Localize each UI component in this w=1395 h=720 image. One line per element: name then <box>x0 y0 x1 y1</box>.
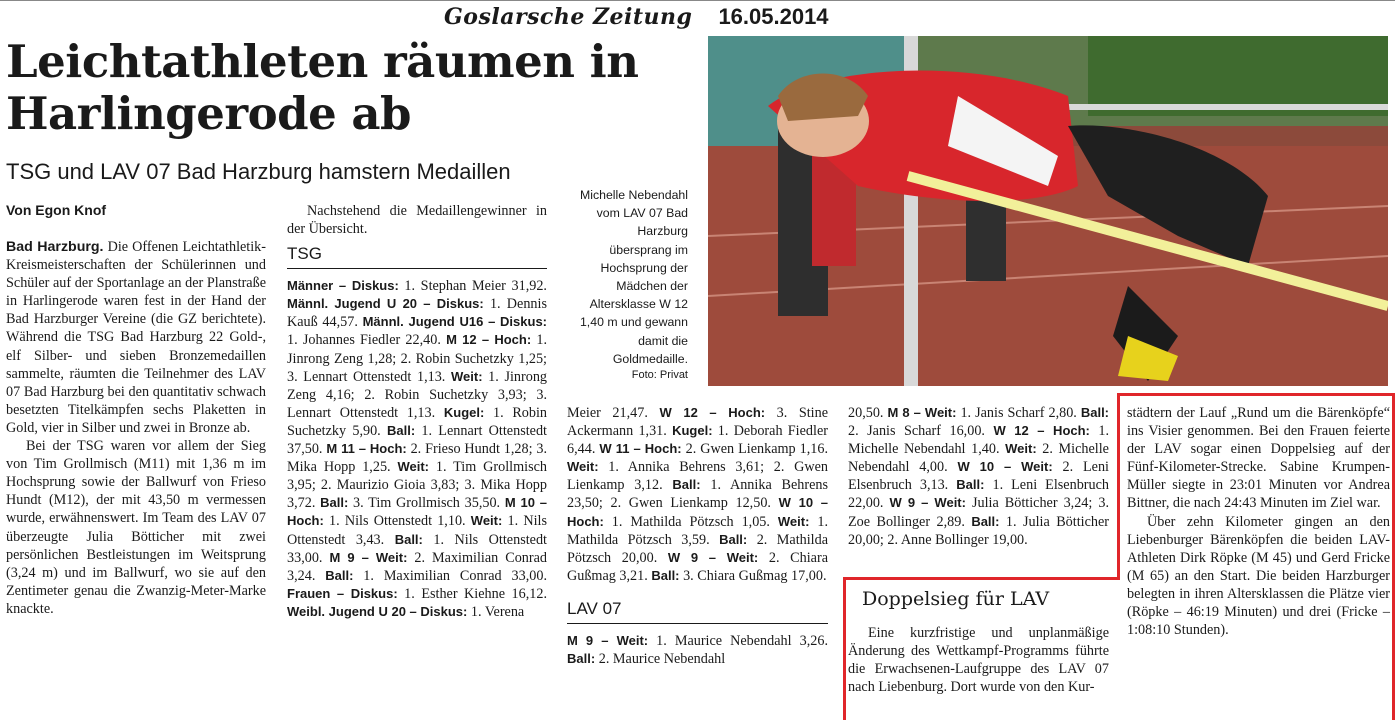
result-discipline: Kugel: <box>443 404 485 420</box>
result-entry: 1. Maurice Nebendahl 3,26. <box>648 632 828 649</box>
box-column-continued <box>1127 404 1390 639</box>
result-entry: 3. Tim Grollmisch 35,50. <box>348 495 505 512</box>
box-border-step <box>1117 393 1120 580</box>
box-border-top-left <box>843 577 1120 580</box>
result-discipline: W 10 – Weit: <box>957 459 1053 475</box>
result-entry: 1. Nils Ottenstedt 33,00. <box>287 531 547 566</box>
results-column-tsg <box>287 202 547 621</box>
result-discipline: Ball: <box>1080 405 1110 420</box>
result-discipline: W 9 – Weit: <box>667 549 759 565</box>
section-rule <box>567 623 828 624</box>
result-entry: 2. Maximilian Conrad 3,24. <box>287 549 547 584</box>
result-discipline: Ball: <box>719 531 748 547</box>
results-list-tsg <box>287 277 547 621</box>
result-discipline: Ball: <box>394 531 423 547</box>
box-border-top-right <box>1117 393 1395 396</box>
result-discipline: Ball: <box>971 513 1000 529</box>
article-paragraph-1 <box>6 238 266 437</box>
result-discipline: Ball: <box>567 651 596 667</box>
result-discipline: Weit: <box>450 368 483 384</box>
results-column-3 <box>567 404 828 668</box>
result-discipline: M 11 – Hoch: <box>326 441 407 457</box>
result-discipline: M 10 – Hoch: <box>287 495 547 529</box>
result-entry: 1. Dennis Kauß 44,57. <box>287 296 547 331</box>
result-entry: 1. Jinrong Zeng 1,28; 2. Robin Suchetzky 1,25; 3. Lennart Ottenstedt 1,13. <box>287 332 547 385</box>
result-discipline: Frauen – Diskus: <box>287 585 398 601</box>
result-entry: 1. Robin Suchetzky 5,90. <box>287 404 548 439</box>
result-entry: 1. Jinrong Zeng 4,16; 2. Robin Suchetzky 3,93; 3. Lennart Ottenstedt 1,13. <box>287 368 547 421</box>
result-discipline: W 12 – Hoch: <box>993 423 1090 439</box>
result-entry: 1. Esther Kiehne 16,12. <box>397 585 547 602</box>
result-entry: 2. Leni Elsenbruch 3,13. <box>848 459 1109 494</box>
photo-caption: Michelle Nebendahl vom LAV 07 Bad Harzburg übersprang im Hochsprung der Mädchen der Altersklasse W 12 1,40 m und gewann damit die Goldmedaille. <box>579 188 688 366</box>
result-discipline: W 9 – Weit: <box>889 495 966 511</box>
article-photo <box>708 36 1388 386</box>
article-column-1 <box>6 238 266 618</box>
result-discipline: Ball: <box>325 567 354 583</box>
box-paragraph-1: städtern der Lauf „Rund um die Bärenköpfe“ ins Visier genommen. Bei den Frauen feierte der LAV sogar einen Doppelsieg auf der Fünf-Kilometer-Strecke. Sabine Krumpen-Müller siegte in 23:01 Minuten vor Andrea Bittner, die nach 24:43 Minuten im Ziel war. <box>1127 405 1390 512</box>
result-entry: 2. Chiara Gußmag 3,21. <box>567 549 828 584</box>
result-entry: 2. Maurice Nebendahl <box>595 651 726 668</box>
result-discipline: Männl. Jugend U16 – Diskus: <box>362 314 548 330</box>
results-list-lav-continued <box>848 404 1109 549</box>
article-paragraph-3: Nachstehend die Medaillengewinner in der Übersicht. <box>287 203 547 238</box>
result-entry: 1. Deborah Fiedler 6,44. <box>567 423 828 458</box>
result-discipline: Weit: <box>777 513 810 529</box>
paragraph-1-text: Die Offenen Leichtathletik-Kreismeisterschaften der Schülerinnen und Schüler auf der Sportanlage an der Planstraße in Harlingerode waren fest in der Hand der Bad Harzburger Vereine (die GZ berichtete). Während die TSG Bad Harzburg 22 Gold-, elf Silber- und sieben Bronzemedaillen sammelte, räumten die Teilnehmer des LAV 07 Bad Harzburg bei den quantitativ schwach besetzten Titelkämpfen sechs Plaketten in Gold, vier in Silber und zwei in Bronze ab. <box>6 239 267 436</box>
photo-credit: Foto: Privat <box>631 369 688 381</box>
result-discipline: M 12 – Hoch: <box>446 332 532 348</box>
result-entry: 1. Annika Behrens 3,61; 2. Gwen Lienkamp 3,12. <box>567 459 828 494</box>
result-discipline: Weibl. Jugend U 20 – Diskus: <box>287 603 468 619</box>
section-rule <box>287 268 547 269</box>
section-label-tsg: TSG <box>287 244 322 264</box>
result-discipline: Ball: <box>956 477 985 493</box>
result-discipline: M 8 – Weit: <box>887 405 957 420</box>
result-discipline: Weit: <box>567 459 599 475</box>
result-entry: 1. Janis Scharf 2,80. <box>956 405 1081 421</box>
newspaper-name: Goslarsche Zeitung <box>444 4 693 30</box>
result-entry: 1. Annika Behrens 23,50; 2. Gwen Lienkamp 12,50. <box>567 477 828 512</box>
result-discipline: Kugel: <box>672 423 713 439</box>
result-entry: 2. Michelle Nebendahl 4,00. <box>848 441 1109 476</box>
dateline: Bad Harzburg. <box>6 239 104 255</box>
result-entry: 1. Michelle Nebendahl 1,40. <box>848 423 1110 458</box>
result-discipline: M 9 – Weit: <box>567 632 649 648</box>
results-list-lav <box>567 632 828 668</box>
article-paragraph-2: Bei der TSG waren vor allem der Sieg von Tim Grollmisch (M11) mit 1,36 m im Hochsprung sowie der Ballwurf von Frieso Hundt (M12), der mit 43,50 m vermessen wurde, erwähnenswert. Im Team des LAV 07 überzeugte Julia Bötticher mit zwei persönlichen Bestleistungen im Weitsprung (3,24 m) und im Ballwurf, wo sie auf den Zentimeter genau die Zwanzig-Meter-Marke knackte. <box>6 438 266 617</box>
result-entry: 2. Janis Scharf 16,00. <box>848 423 994 440</box>
result-entry: 1. Leni Elsenbruch 22,00. <box>848 477 1109 512</box>
result-discipline: Ball: <box>651 567 680 583</box>
result-entry: 3. Chiara Gußmag 17,00. <box>679 567 827 584</box>
result-discipline: Weit: <box>397 459 430 475</box>
result-entry: 2. Frieso Hundt 1,28; 3. Mika Hopp 1,25. <box>287 441 548 476</box>
page-top-border <box>0 0 1395 1</box>
result-discipline: W 12 – Hoch: <box>659 405 766 420</box>
box-body: Eine kurzfristige und unplanmäßige Änderung des Wettkampf-Programms führte die Erwachsenen-Laufgruppe des LAV 07 nach Liebenburg. Dort wurde von den Kur- <box>848 625 1109 696</box>
result-discipline: Männl. Jugend U 20 – Diskus: <box>287 296 484 312</box>
high-jump-photo <box>708 36 1388 386</box>
article-byline: Von Egon Knof <box>6 202 107 218</box>
result-entry: Meier 21,47. <box>567 405 660 421</box>
result-entry: 1. Maximilian Conrad 33,00. <box>353 567 547 584</box>
result-discipline: Ball: <box>320 495 349 511</box>
result-entry: 1. Verena <box>467 603 525 620</box>
box-title: Doppelsieg für LAV <box>862 588 1050 610</box>
section-label-lav: LAV 07 <box>567 598 622 618</box>
result-discipline: M 9 – Weit: <box>329 549 408 565</box>
result-discipline: Weit: <box>1005 441 1037 457</box>
result-entry: 1. Lennart Ottenstedt 37,50. <box>287 422 547 458</box>
masthead <box>444 4 829 34</box>
result-entry: 20,50. <box>848 405 888 421</box>
result-entry: 1. Nils Ottenstedt 3,43. <box>287 513 547 548</box>
result-entry: 1. Johannes Fiedler 22,40. <box>287 332 447 349</box>
result-discipline: Ball: <box>386 422 416 438</box>
result-entry: 1. Nils Ottenstedt 1,10. <box>323 513 471 530</box>
article-headline: Leichtathleten räumen in Harlingerode ab <box>6 35 639 140</box>
result-discipline: W 11 – Hoch: <box>599 441 682 457</box>
publication-date: 16.05.2014 <box>718 4 829 29</box>
box-paragraph-2: Über zehn Kilometer gingen an den Liebenburger Bärenköpfen die beiden LAV-Athleten Dirk Röpke (M 45) und Gerd Fricke (M 65) an den Start. Die beiden Harzburger belegten in ihren Altersklassen die Plätze vier (Röpke – 46:19 Minuten) und drei (Fricke – 1:08:10 Stunden). <box>1127 513 1390 639</box>
result-discipline: Weit: <box>470 513 503 529</box>
article-subheadline: TSG und LAV 07 Bad Harzburg hamstern Medaillen <box>6 159 511 184</box>
result-entry: 2. Mathilda Pötzsch 20,00. <box>567 531 829 566</box>
result-entry: 1. Mathilda Pötzsch 1,05. <box>603 513 778 530</box>
result-entry: 1. Julia Bötticher 20,00; 2. Anne Bollinger 19,00. <box>848 513 1109 548</box>
result-entry: 1. Mathilda Pötzsch 3,59. <box>567 513 829 548</box>
result-entry: Julia Bötticher 3,24; 3. Zoe Bollinger 2,89. <box>848 495 1109 530</box>
box-border-left <box>843 577 846 720</box>
result-discipline: Ball: <box>672 477 701 493</box>
results-column-4 <box>848 404 1109 549</box>
result-entry: 3. Stine Ackermann 1,31. <box>567 405 828 440</box>
result-entry: 1. Tim Grollmisch 3,95; 2. Maurizio Gioia 3,83; 3. Mika Hopp 3,72. <box>287 459 547 512</box>
results-list-tsg-continued <box>567 404 828 585</box>
result-discipline: W 10 – Hoch: <box>567 495 829 529</box>
result-discipline: Männer – Diskus: <box>287 278 399 294</box>
result-entry: 1. Stephan Meier 31,92. <box>398 278 547 295</box>
result-entry: 2. Gwen Lienkamp 1,16. <box>681 441 829 458</box>
